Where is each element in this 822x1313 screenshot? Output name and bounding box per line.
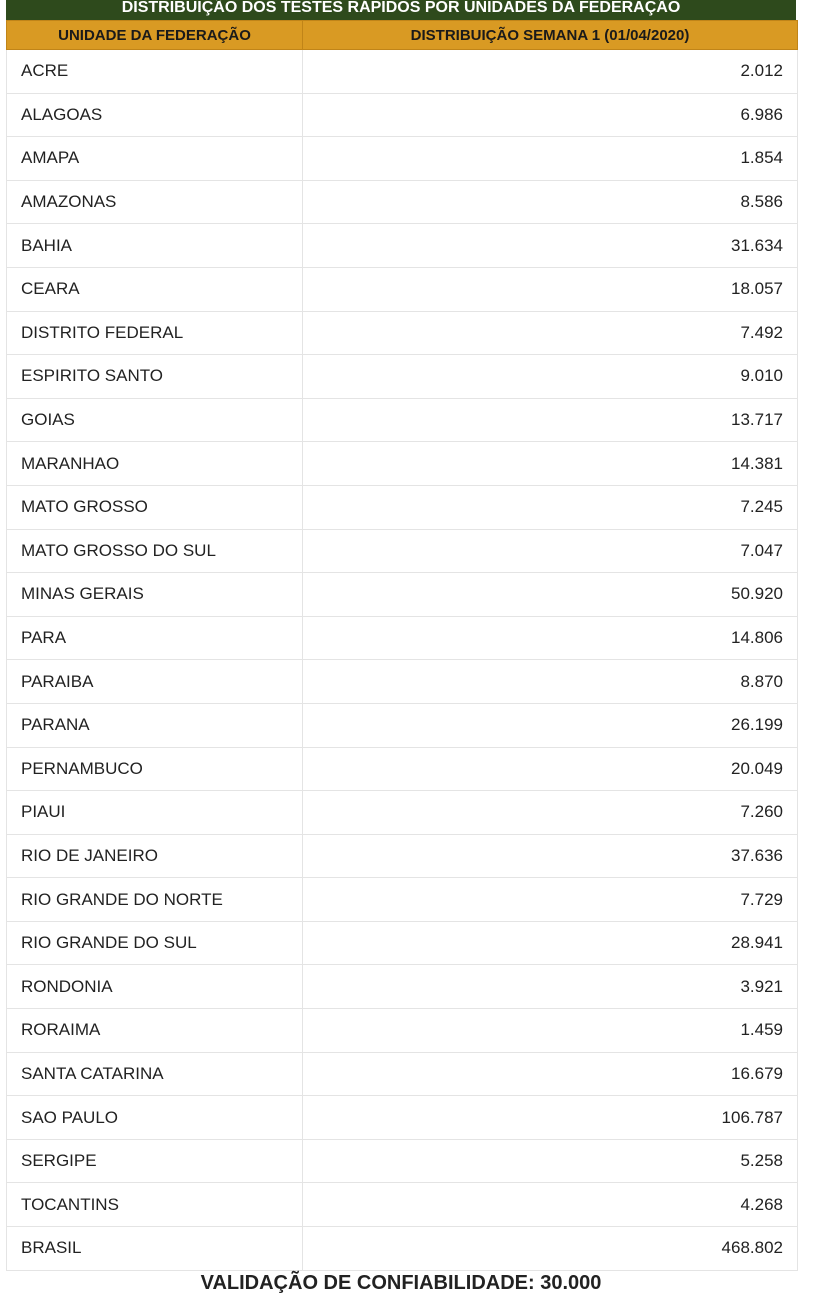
uf-name-cell: BRASIL	[7, 1227, 303, 1271]
table-row	[7, 1096, 798, 1140]
distribution-value-cell: 26.199	[303, 703, 798, 747]
uf-name-cell: RORAIMA	[7, 1009, 303, 1053]
distribution-value-cell: 7.260	[303, 791, 798, 835]
table-row	[7, 267, 798, 311]
uf-name-cell: RIO GRANDE DO SUL	[7, 921, 303, 965]
uf-name-cell: MATO GROSSO DO SUL	[7, 529, 303, 573]
uf-name-cell: PIAUI	[7, 791, 303, 835]
table-row	[7, 921, 798, 965]
table-row	[7, 137, 798, 181]
table-row	[7, 1227, 798, 1271]
table-row	[7, 93, 798, 137]
uf-name-cell: RIO DE JANEIRO	[7, 834, 303, 878]
table-row	[7, 660, 798, 704]
table-row	[7, 834, 798, 878]
distribution-value-cell: 13.717	[303, 398, 798, 442]
distribution-value-cell: 16.679	[303, 1052, 798, 1096]
table-row	[7, 965, 798, 1009]
table-row	[7, 1009, 798, 1053]
table-row	[7, 878, 798, 922]
table-row	[7, 573, 798, 617]
uf-name-cell: SAO PAULO	[7, 1096, 303, 1140]
distribution-value-cell: 106.787	[303, 1096, 798, 1140]
table-body	[7, 50, 798, 1271]
uf-name-cell: TOCANTINS	[7, 1183, 303, 1227]
distribution-value-cell: 7.047	[303, 529, 798, 573]
table-row	[7, 398, 798, 442]
distribution-value-cell: 4.268	[303, 1183, 798, 1227]
distribution-value-cell: 7.492	[303, 311, 798, 355]
column-header-distribution: DISTRIBUIÇÃO SEMANA 1 (01/04/2020)	[303, 21, 798, 50]
table-row	[7, 747, 798, 791]
distribution-value-cell: 37.636	[303, 834, 798, 878]
distribution-value-cell: 3.921	[303, 965, 798, 1009]
uf-name-cell: PERNAMBUCO	[7, 747, 303, 791]
uf-name-cell: ACRE	[7, 50, 303, 94]
table-row	[7, 180, 798, 224]
table-row	[7, 311, 798, 355]
uf-name-cell: PARANA	[7, 703, 303, 747]
distribution-value-cell: 6.986	[303, 93, 798, 137]
table-row	[7, 703, 798, 747]
uf-name-cell: BAHIA	[7, 224, 303, 268]
table-title	[6, 0, 796, 20]
distribution-value-cell: 50.920	[303, 573, 798, 617]
distribution-value-cell: 468.802	[303, 1227, 798, 1271]
distribution-value-cell: 2.012	[303, 50, 798, 94]
uf-name-cell: DISTRITO FEDERAL	[7, 311, 303, 355]
table-row	[7, 616, 798, 660]
table-row	[7, 1183, 798, 1227]
uf-name-cell: CEARA	[7, 267, 303, 311]
uf-name-cell: PARAIBA	[7, 660, 303, 704]
distribution-value-cell: 31.634	[303, 224, 798, 268]
uf-name-cell: GOIAS	[7, 398, 303, 442]
distribution-value-cell: 28.941	[303, 921, 798, 965]
distribution-table	[6, 20, 798, 1271]
distribution-value-cell: 9.010	[303, 355, 798, 399]
uf-name-cell: PARA	[7, 616, 303, 660]
uf-name-cell: RONDONIA	[7, 965, 303, 1009]
uf-name-cell: MATO GROSSO	[7, 485, 303, 529]
table-title-text: DISTRIBUIÇÃO DOS TESTES RÁPIDOS POR UNIDADES DA FEDERAÇÃO	[121, 0, 681, 16]
distribution-value-cell: 1.854	[303, 137, 798, 181]
uf-name-cell: SERGIPE	[7, 1139, 303, 1183]
uf-name-cell: ALAGOAS	[7, 93, 303, 137]
uf-name-cell: MARANHAO	[7, 442, 303, 486]
table-row	[7, 1139, 798, 1183]
table-row	[7, 485, 798, 529]
confidence-validation-note: VALIDAÇÃO DE CONFIABILIDADE: 30.000	[200, 1272, 602, 1294]
table-row	[7, 1052, 798, 1096]
distribution-value-cell: 14.806	[303, 616, 798, 660]
uf-name-cell: AMAZONAS	[7, 180, 303, 224]
distribution-value-cell: 8.586	[303, 180, 798, 224]
distribution-value-cell: 18.057	[303, 267, 798, 311]
table-row	[7, 50, 798, 94]
table-header-row	[7, 21, 798, 50]
uf-name-cell: AMAPA	[7, 137, 303, 181]
table-row	[7, 224, 798, 268]
distribution-value-cell: 5.258	[303, 1139, 798, 1183]
distribution-value-cell: 14.381	[303, 442, 798, 486]
table-row	[7, 442, 798, 486]
distribution-value-cell: 1.459	[303, 1009, 798, 1053]
distribution-value-cell: 7.245	[303, 485, 798, 529]
uf-name-cell: MINAS GERAIS	[7, 573, 303, 617]
table-row	[7, 791, 798, 835]
distribution-value-cell: 7.729	[303, 878, 798, 922]
distribution-value-cell: 20.049	[303, 747, 798, 791]
table-row	[7, 355, 798, 399]
column-header-uf: UNIDADE DA FEDERAÇÃO	[7, 21, 303, 50]
distribution-value-cell: 8.870	[303, 660, 798, 704]
uf-name-cell: ESPIRITO SANTO	[7, 355, 303, 399]
table-row	[7, 529, 798, 573]
uf-name-cell: SANTA CATARINA	[7, 1052, 303, 1096]
uf-name-cell: RIO GRANDE DO NORTE	[7, 878, 303, 922]
